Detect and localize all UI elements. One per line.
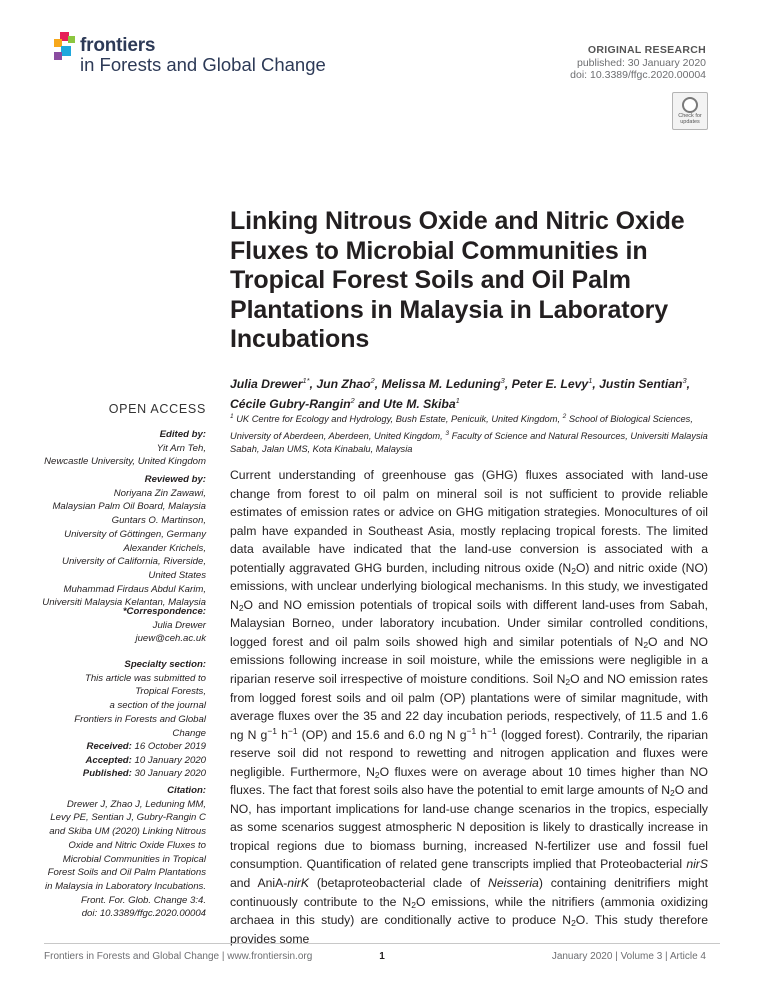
reviewer-line: University of California, Riverside, — [62, 556, 206, 568]
page-number: 1 — [379, 951, 385, 962]
citation-line: in Malaysia in Laboratory Incubations. — [44, 880, 206, 892]
author-name[interactable]: Julia Drewer — [230, 377, 303, 392]
specialty-line: This article was submitted to — [84, 672, 206, 684]
accepted-date: 10 January 2020 — [134, 754, 206, 766]
received-label: Received: — [86, 741, 132, 752]
author-name[interactable]: Cécile Gubry-Rangin — [230, 396, 351, 411]
affiliation: School of Biological Sciences, University of Aberdeen, Aberdeen, United Kingdom, — [230, 414, 693, 441]
journal-subtitle: in Forests and Global Change — [80, 54, 326, 75]
dates-section — [40, 740, 206, 781]
author-name[interactable]: Peter E. Levy — [511, 377, 589, 392]
footer-journal-link[interactable]: Frontiers in Forests and Global Change | www.frontiersin.org — [44, 951, 313, 962]
reviewed-by-section — [40, 473, 206, 610]
editor-name: Yit Arn Teh, — [156, 442, 206, 454]
footer-issue-info: January 2020 | Volume 3 | Article 4 — [551, 951, 706, 962]
open-access-label: OPEN ACCESS — [108, 402, 206, 416]
affiliation: Faculty of Science and Natural Resources, Universiti Malaysia Sabah, Jalan UMS, Kota Kinabalu, Malaysia — [230, 430, 708, 455]
author-name[interactable]: Jun Zhao — [316, 377, 371, 392]
accepted-label: Accepted: — [85, 754, 132, 766]
journal-brand: frontiers — [80, 35, 156, 56]
correspondence-label: *Correspondence: — [122, 606, 206, 617]
journal-logo[interactable] — [52, 30, 326, 78]
reviewer-line: Universiti Malaysia Kelantan, Malaysia — [42, 597, 206, 609]
specialty-line: Frontiers in Forests and Global — [74, 713, 206, 725]
received-date: 16 October 2019 — [134, 741, 206, 752]
citation-line: and Skiba UM (2020) Linking Nitrous — [49, 826, 206, 838]
editor-affiliation: Newcastle University, United Kingdom — [44, 456, 206, 468]
reviewer-line: University of Göttingen, Germany — [64, 528, 206, 540]
citation-doi[interactable]: doi: 10.3389/ffgc.2020.00004 — [81, 908, 206, 920]
reviewer-line: Alexander Krichels, — [123, 542, 206, 554]
correspondence-email[interactable]: juew@ceh.ac.uk — [135, 633, 206, 645]
published-date-sidebar: 30 January 2020 — [134, 768, 206, 780]
specialty-line: Tropical Forests, — [135, 686, 206, 698]
author-name[interactable]: Justin Sentian — [599, 377, 683, 392]
citation-line: Microbial Communities in Tropical — [62, 853, 206, 865]
article-header-meta — [570, 44, 706, 82]
reviewer-line: Malaysian Palm Oil Board, Malaysia — [52, 501, 206, 513]
reviewer-line: Noriyana Zin Zawawi, — [113, 487, 206, 499]
citation-line: Oxide and Nitric Oxide Fluxes to — [68, 839, 206, 851]
reviewer-line: United States — [148, 569, 206, 581]
citation-section — [40, 784, 206, 921]
author-name[interactable]: Ute M. Skiba — [383, 396, 456, 411]
reviewer-line: Guntars O. Martinson, — [111, 515, 206, 527]
citation-label: Citation: — [167, 785, 206, 796]
correspondence-section — [40, 605, 206, 646]
reviewer-line: Muhammad Firdaus Abdul Karim, — [63, 583, 206, 595]
published-date: published: 30 January 2020 — [576, 56, 706, 69]
author-name[interactable]: Melissa M. Leduning — [381, 377, 501, 392]
specialty-line: a section of the journal — [109, 700, 206, 712]
check-for-updates-label: Check for updates — [678, 113, 702, 125]
reviewed-by-label: Reviewed by: — [144, 474, 206, 485]
article-doi[interactable]: doi: 10.3389/ffgc.2020.00004 — [570, 69, 706, 81]
abstract-text: Current understanding of greenhouse gas (GHG) fluxes associated with land-use change from forest to oil palm on mineral soil is not sufficient to provide reliable estimates of emission rates or advice on GHG mitigation strategies. Monocultures of oil palm have expanded in Southeast Asia, mostly replacing tropical forests. The limited data available have indicated that the land-use conversion is associated with a potentially aggravated GHG burden, including nitrous oxide $(N_2O)$ and nitric oxide (NO) emissions, with unclear underlying biological mechanisms. In this study, we investigated $N_2O$ and NO emission potentials of tropical soils with different land-uses from Sabah, Malaysian Borneo, under laboratory incubation. Under similar controlled conditions, logged forest and oil palm soils showed high and similar potentials of $N_2O$ and NO emissions following increase in soil moisture, while the emissions were negligible in a riparian reserve soil irrespective of moisture conditions. Soil $N_2O$ and NO emission rates from logged forest soils and oil palm (OP) plantations were of similar magnitude, with average fluxes over the 35 and 22 day incubation periods, respectively, of 11.5 and 1.6 ng N $g^{-1}$ $h^{-1}$ (OP) and 15.6 and 6.0 ng N $g^{-1}$ $h^{-1}$ (logged forest). Contrarily, the riparian reserve soil did not respond to rewetting and nitrogen application and fluxes were negligible. Furthermore, $N_2O$ fluxes were on average about 10 times higher than NO fluxes. The fact that forest soils also have the potential to emit large amounts of $N_2O$ and NO, has important implications for land-use change scenarios in the tropics, especially as some scenarios suggest atmospheric N deposition is likely to drastically increase in tropical regions due to biomass burning, increased N-fertilizer use and fossil fuel consumption. Quantification of related gene transcripts implied that Proteobacterial nirS and AniA-nirK (betaproteobacterial clade of Neisseria) containing denitrifiers might continuously contribute to the $N_2O$ emissions, while the nitrifiers (ammonia oxidizing archaea in this study) are conditionally active to produce $N_2O$. This study therefore provides some — [230, 468, 709, 946]
article-type: ORIGINAL RESEARCH — [587, 44, 706, 56]
article-title: Linking Nitrous Oxide and Nitric Oxide Fluxes to Microbial Communities in Tropical Forest Soils and Oil Palm Plantations in Malaysia in Laboratory Incubations — [230, 207, 685, 353]
affiliation: UK Centre for Ecology and Hydrology, Bush Estate, Penicuik, United Kingdom, — [236, 414, 561, 425]
citation-line: Front. For. Glob. Change 3:4. — [81, 894, 206, 906]
specialty-line: Change — [172, 727, 206, 739]
citation-line: Drewer J, Zhao J, Leduning MM, — [66, 798, 206, 810]
edited-by-section — [40, 428, 206, 469]
specialty-section — [40, 658, 206, 740]
footer-divider — [44, 943, 720, 944]
check-for-updates-button[interactable] — [672, 92, 708, 130]
author-list: Julia Drewer$^{1*}$, Jun Zhao$^2$, Melissa M. Leduning$^3$, Peter E. Levy$^1$, Justin Sentian$^3$, Cécile Gubry-Rangin$^2$ and Ute M. Skiba$^1$ — [230, 376, 690, 411]
edited-by-label: Edited by: — [159, 429, 206, 440]
update-check-icon — [682, 97, 698, 113]
affiliations: $^1$ UK Centre for Ecology and Hydrology, Bush Estate, Penicuik, United Kingdom, $^2$ School of Biological Sciences, University of Aberdeen, Aberdeen, United Kingdom, $^3$ Faculty of Science and Natural Resources, Universiti Malaysia Sabah, Jalan UMS, Kota Kinabalu, Malaysia — [230, 413, 708, 455]
correspondence-name: Julia Drewer — [152, 619, 206, 631]
published-label: Published: — [82, 768, 132, 780]
citation-line: Levy PE, Sentian J, Gubry-Rangin C — [50, 812, 206, 824]
specialty-label: Specialty section: — [124, 659, 206, 670]
citation-line: Forest Soils and Oil Palm Plantations — [47, 867, 206, 879]
